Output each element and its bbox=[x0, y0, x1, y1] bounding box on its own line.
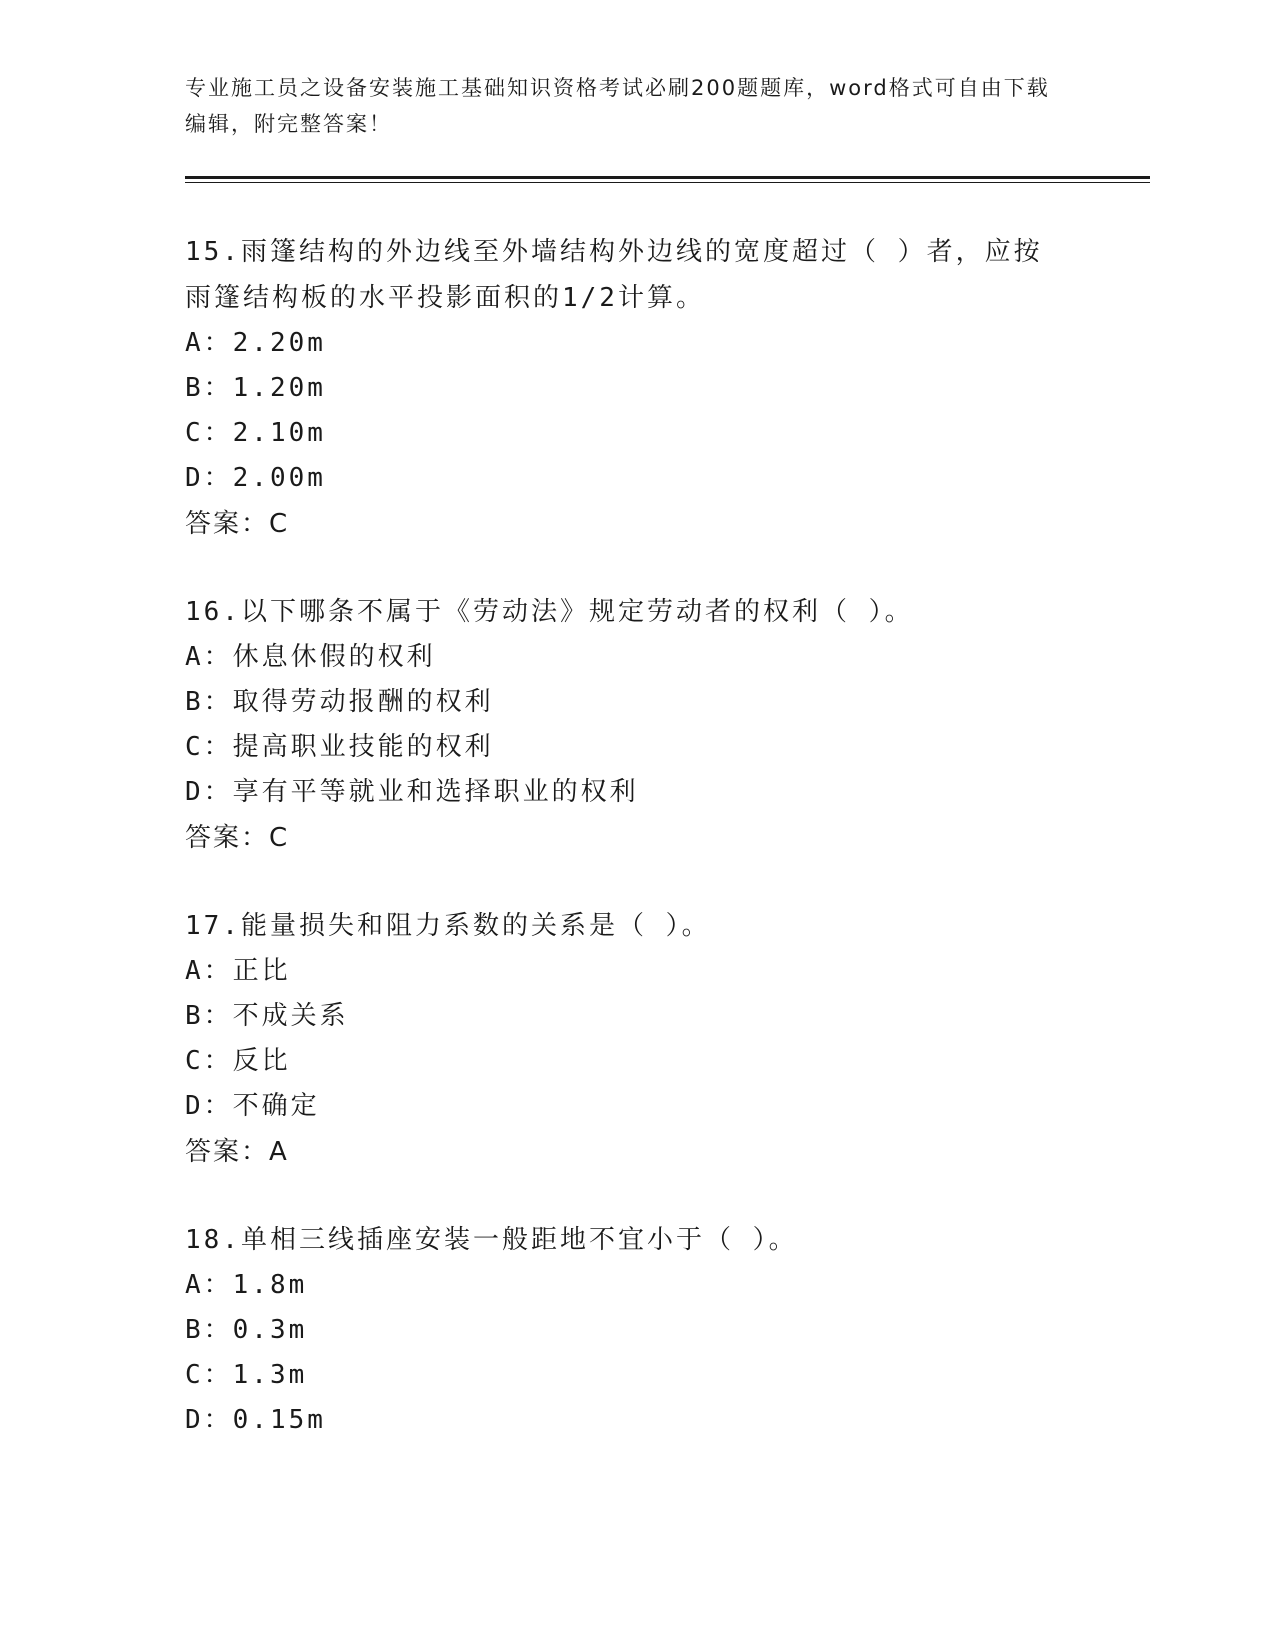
question-17 bbox=[185, 903, 1145, 1175]
option-d: D：2.00m bbox=[185, 463, 326, 493]
option-c: C：2.10m bbox=[185, 418, 326, 448]
option-c: C：反比 bbox=[185, 1046, 291, 1076]
option-c: C：提高职业技能的权利 bbox=[185, 732, 494, 762]
header-divider-thin bbox=[185, 182, 1150, 183]
question-stem: 17.能量损失和阻力系数的关系是（ ）。 bbox=[185, 911, 711, 941]
header-divider bbox=[185, 176, 1150, 183]
question-15 bbox=[185, 229, 1145, 547]
question-stem: 16.以下哪条不属于《劳动法》规定劳动者的权利（ ）。 bbox=[185, 597, 914, 627]
answer-line: 答案：C bbox=[185, 823, 290, 853]
option-d: D：享有平等就业和选择职业的权利 bbox=[185, 777, 639, 807]
question-list bbox=[185, 229, 1145, 1443]
option-a: A：1.8m bbox=[185, 1270, 308, 1300]
question-16 bbox=[185, 589, 1145, 861]
option-a: A：休息休假的权利 bbox=[185, 642, 436, 672]
question-18 bbox=[185, 1217, 1145, 1443]
answer-line: 答案：C bbox=[185, 509, 290, 539]
option-c: C：1.3m bbox=[185, 1360, 308, 1390]
option-d: D：不确定 bbox=[185, 1091, 320, 1121]
option-b: B：取得劳动报酬的权利 bbox=[185, 687, 494, 717]
question-stem: 18.单相三线插座安装一般距地不宜小于（ ）。 bbox=[185, 1225, 798, 1255]
option-a: A：2.20m bbox=[185, 328, 326, 358]
option-b: B：1.20m bbox=[185, 373, 326, 403]
option-b: B：不成关系 bbox=[185, 1001, 349, 1031]
question-stem: 15.雨篷结构的外边线至外墙结构外边线的宽度超过（ ）者，应按雨篷结构板的水平投影面积的1/2计算。 bbox=[185, 237, 1043, 313]
document-header-title: 专业施工员之设备安装施工基础知识资格考试必刷200题题库，word格式可自由下载编辑，附完整答案！ bbox=[185, 76, 1050, 136]
option-b: B：0.3m bbox=[185, 1315, 308, 1345]
answer-line: 答案：A bbox=[185, 1137, 289, 1167]
document-page bbox=[185, 70, 1145, 1485]
option-d: D：0.15m bbox=[185, 1405, 326, 1435]
option-a: A：正比 bbox=[185, 956, 291, 986]
